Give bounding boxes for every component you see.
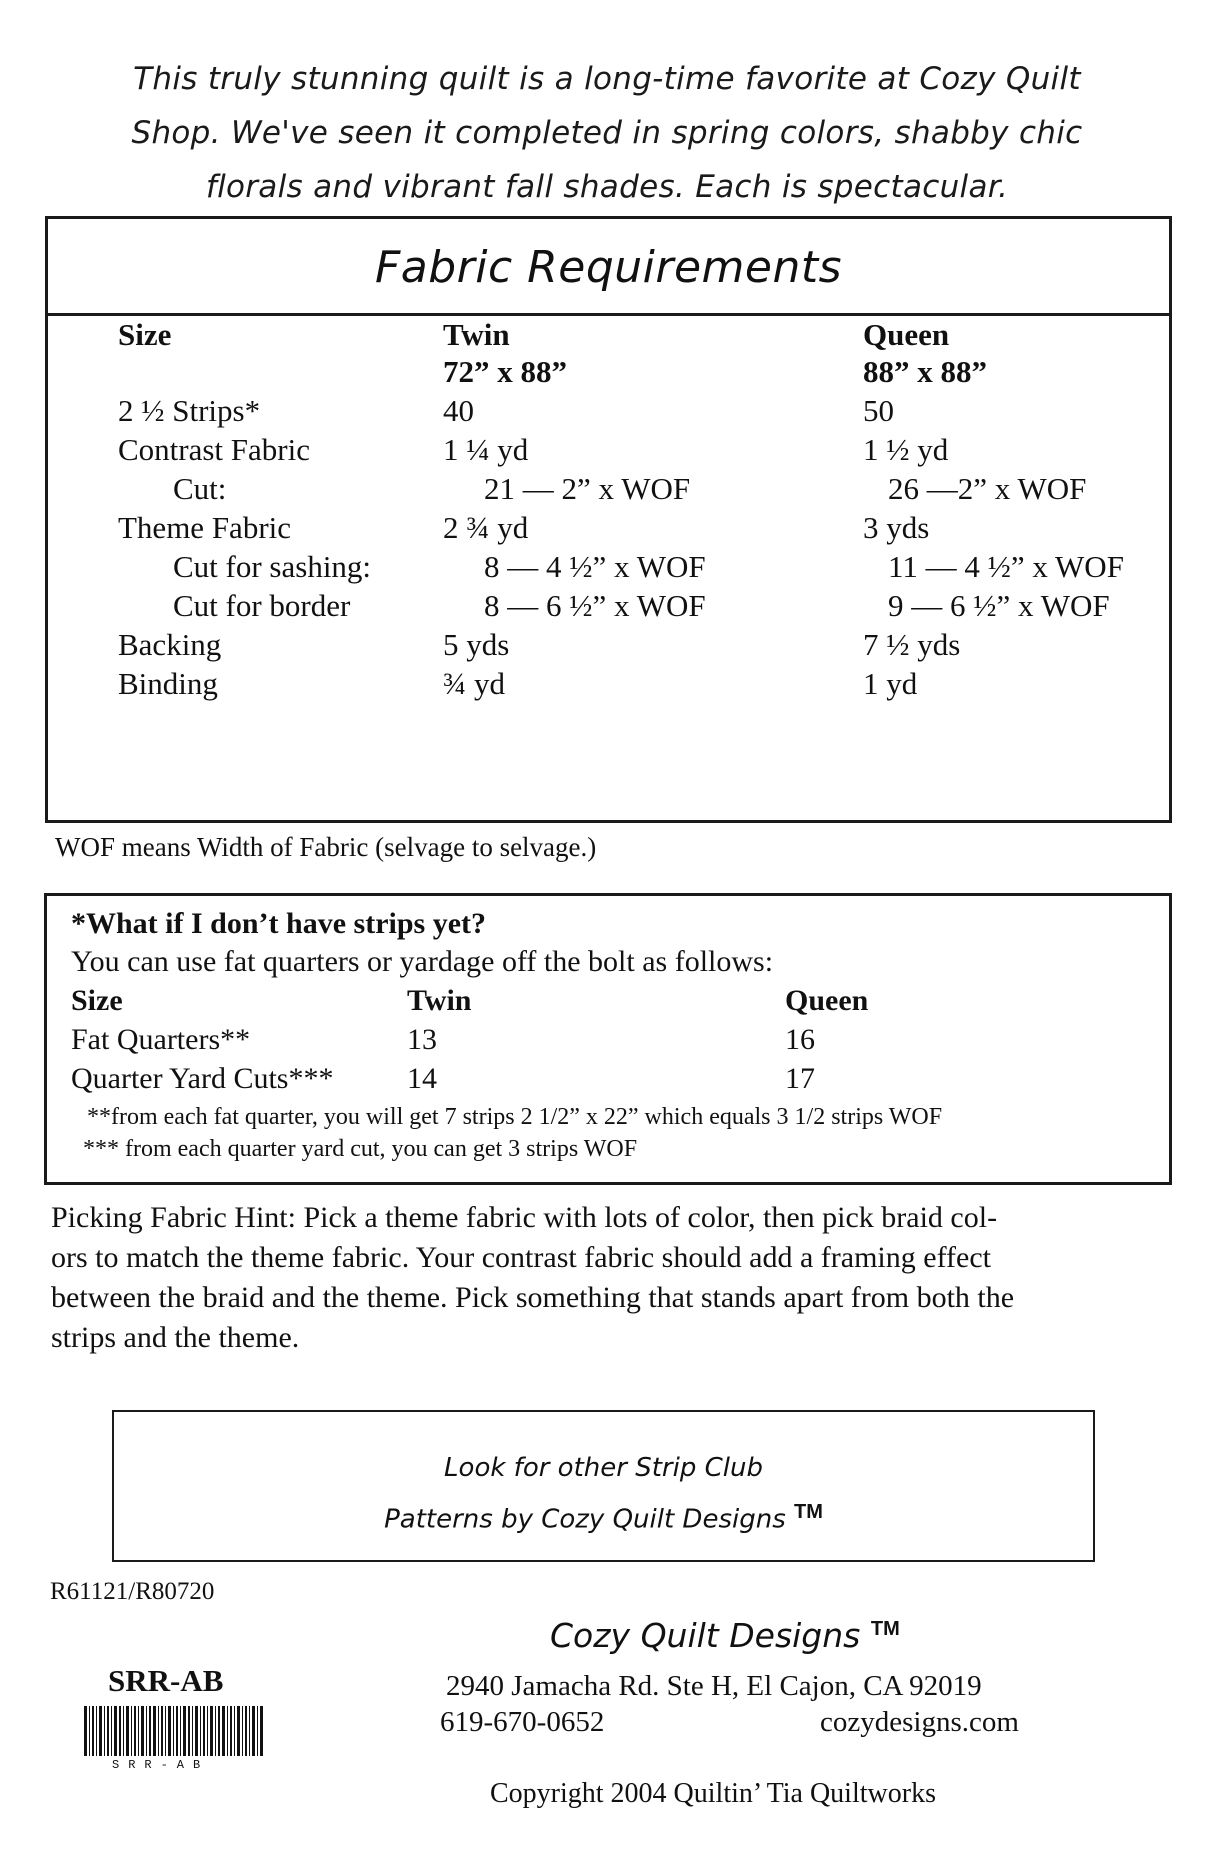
fabric-requirements-box (45, 216, 1172, 823)
fabric-requirements-header (48, 219, 1169, 316)
row-twin: 14 (407, 1062, 437, 1095)
hint-line: strips and the theme. (51, 1321, 300, 1354)
intro-paragraph (50, 52, 1164, 214)
row-queen: 11 — 4 ½” x WOF (888, 549, 1124, 584)
fabric-requirements-title: Fabric Requirements (374, 242, 843, 293)
row-queen: 26 —2” x WOF (888, 471, 1087, 506)
row-label: Cut for border (173, 588, 351, 623)
row-twin: 8 — 6 ½” x WOF (484, 588, 706, 623)
row-label: Backing (118, 627, 222, 662)
barcode-image (84, 1706, 264, 1756)
address: 2940 Jamacha Rd. Ste H, El Cajon, CA 92019 (446, 1670, 982, 1702)
row-label: Quarter Yard Cuts*** (71, 1062, 334, 1095)
other-patterns-line1: Look for other Strip Club (444, 1453, 763, 1483)
row-twin: 2 ¾ yd (443, 510, 529, 545)
intro-line: This truly stunning quilt is a long-time favorite at Cozy Quilt (133, 61, 1081, 97)
row-twin: 40 (443, 393, 474, 428)
twin-dimensions: 72” x 88” (443, 354, 567, 389)
queen-heading: Queen (785, 984, 869, 1017)
hint-line: ors to match the theme fabric. Your contrast fabric should add a framing effect (51, 1241, 991, 1274)
website: cozydesigns.com (820, 1706, 1019, 1738)
row-twin: 1 ¼ yd (443, 432, 529, 467)
other-patterns-text: Patterns by Cozy Quilt Designs (384, 1504, 786, 1535)
row-label: 2 ½ Strips* (118, 393, 261, 428)
row-queen: 1 ½ yd (863, 432, 949, 467)
size-label: Size (71, 984, 123, 1017)
no-strips-question: *What if I don’t have strips yet? (71, 907, 487, 940)
row-queen: 7 ½ yds (863, 627, 961, 662)
row-label: Cut: (173, 471, 227, 506)
brand-text: Cozy Quilt Designs (550, 1616, 861, 1655)
copyright: Copyright 2004 Quiltin’ Tia Quiltworks (490, 1778, 936, 1809)
hint-line: between the braid and the theme. Pick something that stands apart from both the (51, 1281, 1015, 1314)
row-label: Fat Quarters** (71, 1023, 251, 1056)
row-label: Contrast Fabric (118, 432, 310, 467)
row-queen: 50 (863, 393, 894, 428)
size-label: Size (118, 317, 172, 352)
row-queen: 17 (785, 1062, 815, 1095)
phone-number: 619-670-0652 (440, 1706, 605, 1738)
row-label: Cut for sashing: (173, 549, 372, 584)
row-twin: ¾ yd (443, 666, 505, 701)
trademark-mark: TM (794, 1501, 823, 1523)
sku-label: SRR-AB (108, 1663, 224, 1698)
twin-heading: Twin (407, 984, 472, 1017)
footnote-quarter-yard: *** from each quarter yard cut, you can get 3 strips WOF (83, 1136, 638, 1162)
trademark-mark: TM (870, 1618, 900, 1640)
revision-code: R61121/R80720 (50, 1578, 215, 1605)
other-patterns-box (112, 1410, 1095, 1562)
row-queen: 9 — 6 ½” x WOF (888, 588, 1110, 623)
row-label: Binding (118, 666, 218, 701)
barcode-caption: SRR-AB (112, 1758, 210, 1772)
wof-note: WOF means Width of Fabric (selvage to selvage.) (55, 832, 597, 862)
other-patterns-line2 (114, 1490, 1093, 1542)
row-twin: 21 — 2” x WOF (484, 471, 691, 506)
row-queen: 1 yd (863, 666, 918, 701)
queen-dimensions: 88” x 88” (863, 354, 987, 389)
row-twin: 13 (407, 1023, 437, 1056)
brand-name (550, 1616, 900, 1655)
queen-heading: Queen (863, 317, 950, 352)
row-label: Theme Fabric (118, 510, 292, 545)
fabric-hint (51, 1198, 1171, 1358)
row-queen: 3 yds (863, 510, 930, 545)
intro-line: Shop. We've seen it completed in spring colors, shabby chic (131, 115, 1083, 151)
row-queen: 16 (785, 1023, 815, 1056)
row-twin: 5 yds (443, 627, 510, 662)
hint-line: Picking Fabric Hint: Pick a theme fabric with lots of color, then pick braid col- (51, 1201, 998, 1234)
no-strips-box (44, 893, 1172, 1185)
twin-heading: Twin (443, 317, 510, 352)
no-strips-intro: You can use fat quarters or yardage off the bolt as follows: (71, 945, 774, 978)
row-twin: 8 — 4 ½” x WOF (484, 549, 706, 584)
intro-line: florals and vibrant fall shades. Each is spectacular. (205, 169, 1009, 205)
footnote-fat-quarter: **from each fat quarter, you will get 7 strips 2 1/2” x 22” which equals 3 1/2 strips WOF (87, 1104, 943, 1130)
